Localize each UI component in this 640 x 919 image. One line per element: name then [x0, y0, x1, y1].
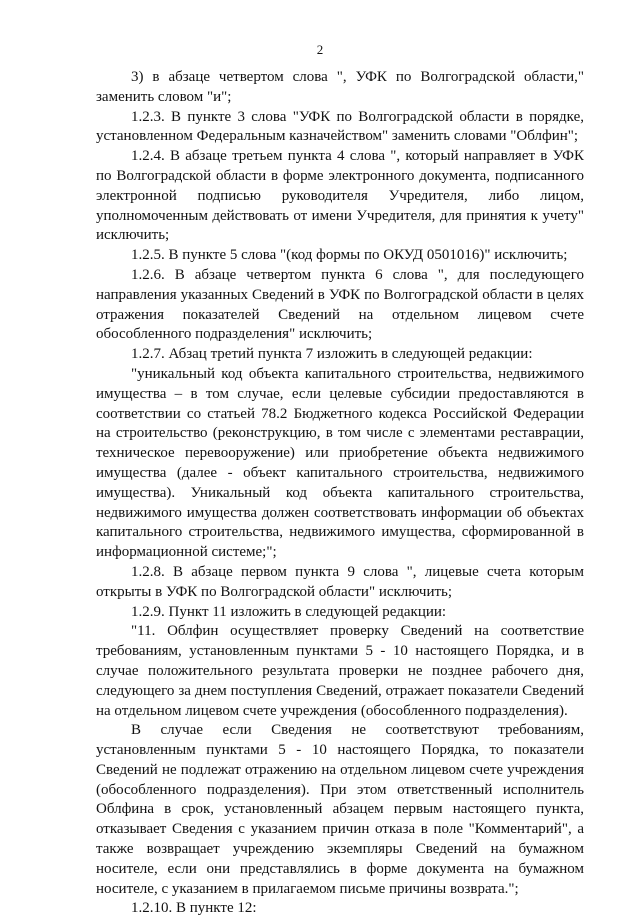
quoted-paragraph: В случае если Сведения не соответствуют требованиям, установленным пунктами 5 - 10 настоящего Порядка, то показатели Сведений не подлежат отражению на отдельном лицевом счете учреждения (обособленного подразделения). При этом ответственный исполнитель Облфина в срок, установленный абзацем первым настоящего пункта, отказывает Сведения с указанием причин отказа в поле "Комментарий", а также возвращает учреждению экземпляры Сведений на бумажном носителе, если они представлялись в форме документа на бумажном носителе, с указанием в прилагаемом письме причины возврата.";	[96, 722, 584, 897]
paragraph: 1.2.7. Абзац третий пункта 7 изложить в следующей редакции:	[131, 346, 533, 363]
paragraph: 1.2.4. В абзаце третьем пункта 4 слова ", который направляет в УФК по Волгоградской области в форме электронного документа, подписанного электронной подписью руководителя Учредителя, либо лицом, уполномоченным действовать от имени Учредителя, для принятия к учету" исключить;	[96, 148, 584, 244]
page-number: 2	[316, 42, 324, 57]
paragraph: 1.2.6. В абзаце четвертом пункта 6 слова ", для последующего направления указанных Сведений в УФК по Волгоградской области в целях отражения показателей Сведений на отдельном лицевом счете обособленного подразделения" исключить;	[96, 266, 584, 343]
paragraph: 1.2.3. В пункте 3 слова "УФК по Волгоградской области в порядке, установленном Федеральным казначейством" заменить словами "Облфин";	[96, 108, 584, 145]
paragraph: 3) в абзаце четвертом слова ", УФК по Волгоградской области," заменить словом "и";	[96, 69, 584, 105]
paragraph: 1.2.10. В пункте 12:	[131, 900, 257, 917]
quoted-paragraph: "11. Облфин осуществляет проверку Сведений на соответствие требованиям, установленным пунктами 5 - 10 настоящего Порядка, и в случае положительного результата проверки не позднее рабочего дня, следующего за днем поступления Сведений, отражает показатели Сведений на отдельном лицевом счете учреждения (обособленного подразделения).	[96, 623, 584, 719]
paragraph: 1.2.9. Пункт 11 изложить в следующей редакции:	[131, 603, 447, 620]
document-body	[96, 68, 584, 919]
quoted-paragraph: "уникальный код объекта капитального строительства, недвижимого имущества – в том случае, если целевые субсидии предоставляются в соответствии со статьей 78.2 Бюджетного кодекса Российской Федерации на строительство (реконструкцию, в том числе с элементами реставрации, техническое перевооружение) или приобретение объекта недвижимого имущества (далее - объект капитального строительства, недвижимого имущества). Уникальный код объекта капитального строительства, недвижимого имущества должен соответствовать информации об объектах капитального строительства, недвижимого имущества, сформированной в информационной системе;";	[96, 365, 584, 561]
paragraph: 1.2.5. В пункте 5 слова "(код формы по ОКУД 0501016)" исключить;	[131, 247, 568, 264]
paragraph: 1.2.8. В абзаце первом пункта 9 слова ", лицевые счета которым открыты в УФК по Волгоградской области" исключить;	[96, 563, 584, 600]
